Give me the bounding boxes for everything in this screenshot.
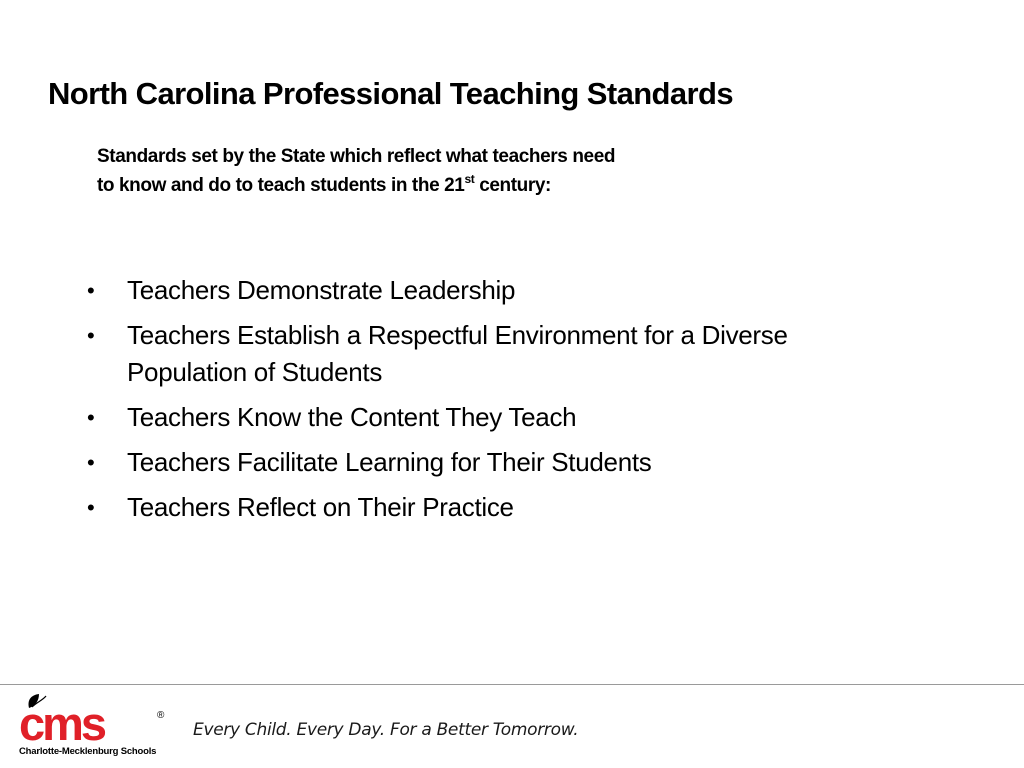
list-item [87, 272, 817, 309]
slide-subtitle [97, 142, 615, 200]
footer-divider [0, 684, 1024, 685]
subtitle-line-2-text: to know and do to teach students in the 21 [97, 175, 465, 196]
logo-graphic [19, 690, 169, 746]
cms-logo [19, 690, 169, 760]
bullet-icon: • [87, 323, 95, 348]
subtitle-line-1: Standards set by the State which reflect what teachers need [97, 146, 616, 167]
footer-tagline: Every Child. Every Day. For a Better Tomorrow. [193, 720, 579, 740]
subtitle-line-2 [97, 171, 615, 200]
list-item-text: Teachers Establish a Respectful Environment for a Diverse Population of Students [127, 320, 788, 387]
list-item-text: Teachers Demonstrate Leadership [127, 275, 516, 305]
logo-subtext: Charlotte-Mecklenburg Schools [19, 746, 157, 757]
list-item [87, 317, 817, 391]
registered-mark: ® [157, 710, 165, 721]
logo-wordmark: cms [19, 697, 105, 746]
bullet-icon: • [87, 495, 95, 520]
standards-list [87, 272, 817, 534]
list-item-text: Teachers Know the Content They Teach [127, 402, 577, 432]
subtitle-line-2-end: century: [474, 175, 551, 196]
slide-title: North Carolina Professional Teaching Standards [48, 76, 733, 111]
list-item-text: Teachers Facilitate Learning for Their Students [127, 447, 652, 477]
list-item [87, 399, 817, 436]
bullet-icon: • [87, 405, 95, 430]
list-item [87, 444, 817, 481]
bullet-icon: • [87, 278, 95, 303]
subtitle-superscript: st [464, 172, 475, 186]
bullet-icon: • [87, 450, 95, 475]
list-item-text: Teachers Reflect on Their Practice [127, 492, 514, 522]
list-item [87, 489, 817, 526]
